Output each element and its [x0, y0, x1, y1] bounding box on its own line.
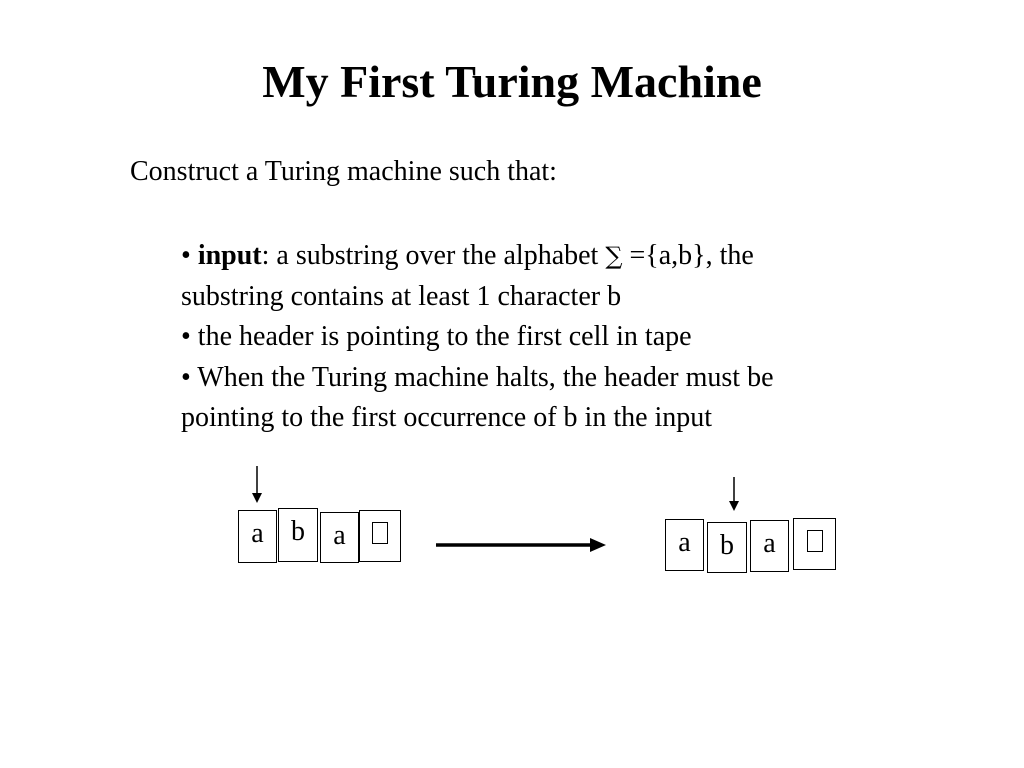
intro-text: Construct a Turing machine such that:: [130, 156, 557, 187]
bullet-halt-condition: • When the Turing machine halts, the header must be: [181, 361, 774, 393]
bullet-input: [181, 236, 941, 277]
bullet-input-continuation: substring contains at least 1 character b: [181, 280, 622, 312]
before-head-arrow-icon: [252, 466, 262, 503]
before-tape-cell-3: a: [320, 512, 359, 563]
requirements-list: [181, 236, 941, 439]
after-head-arrow-icon: [729, 477, 739, 511]
bullet-marker: •: [181, 240, 198, 271]
blank-square-icon: [807, 530, 823, 552]
after-tape-cell-blank: [793, 518, 836, 570]
input-keyword: input: [197, 240, 262, 271]
bullet-header-start: • the header is pointing to the first cell in tape: [181, 321, 692, 352]
after-tape-cell-1: a: [665, 519, 704, 571]
before-tape-cell-blank: [359, 510, 401, 562]
before-tape-cell-1: a: [238, 510, 277, 563]
before-tape-cell-2: b: [278, 508, 318, 562]
bullet-input-text: : a substring over the alphabet: [261, 240, 606, 271]
after-tape-cell-3: a: [750, 520, 789, 572]
alphabet-set: ={a,b}, the: [622, 240, 754, 271]
bullet-halt-continuation: pointing to the first occurrence of b in the input: [181, 402, 713, 433]
after-tape-cell-2: b: [707, 522, 747, 573]
transition-arrow-icon: [436, 538, 606, 552]
sigma-symbol: ∑: [605, 242, 623, 270]
slide-title: My First Turing Machine: [262, 56, 762, 107]
blank-square-icon: [372, 522, 388, 544]
